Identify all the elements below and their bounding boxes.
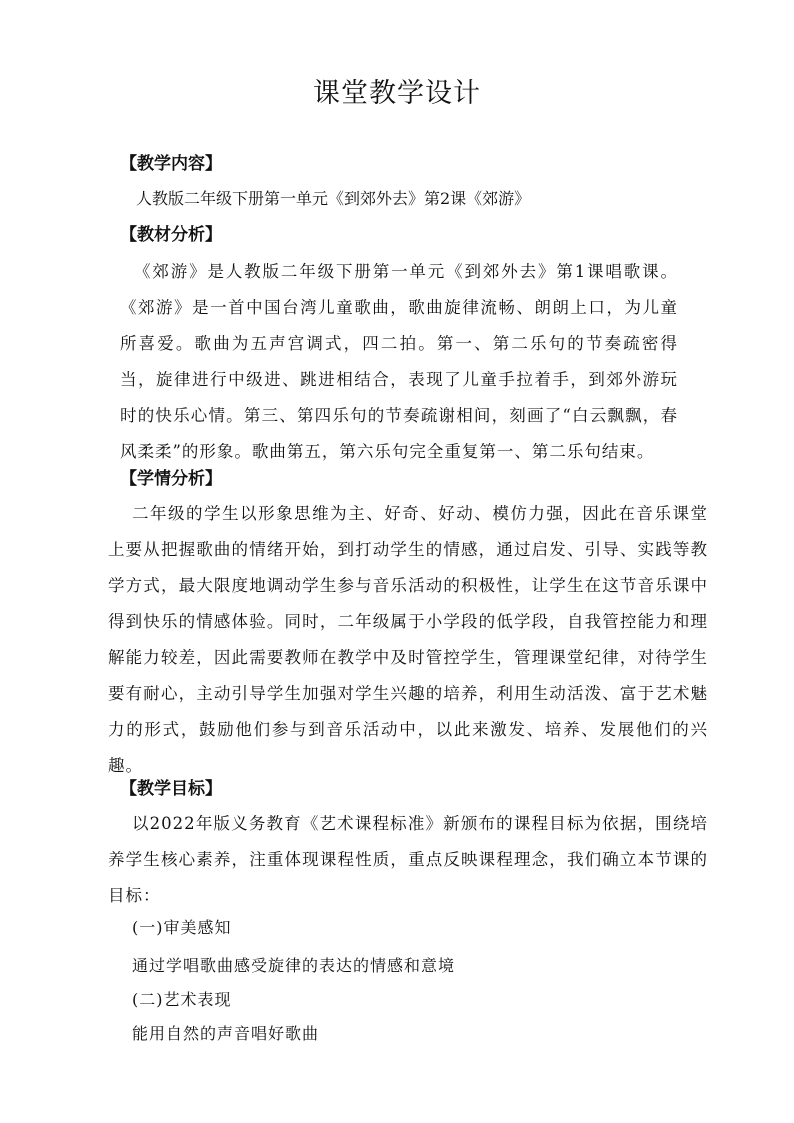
heading-material-analysis: 【教材分析】 — [120, 225, 222, 245]
student-analysis-paragraph: 二年级的学生以形象思维为主、好奇、好动、模仿力强，因此在音乐课堂上要从把握歌曲的情绪开始，到打动学生的情感，通过启发、引导、实践等教学方式，最大限度地调动学生参与音乐活动的积极性，让学生在这节音乐课中得到快乐的情感体验。同时，二年级属于小学段的低学段，自我管控能力和理解能力较差，因此需要教师在教学中及时管控学生，管理课堂纪律，对待学生要有耐心，主动引导学生加强对学生兴趣的培养，利用生动活泼、富于艺术魅力的形式，鼓励他们参与到音乐活动中，以此来激发、培养、发展他们的兴趣。 — [108, 504, 708, 775]
goal-2-label: (二)艺术表现 — [132, 990, 232, 1009]
goal-2-text: 能用自然的声音唱好歌曲 — [132, 1024, 320, 1043]
teaching-content-text: 人教版二年级下册第一单元《到郊外去》第2课《郊游》 — [136, 189, 531, 208]
goal-1-text: 通过学唱歌曲感受旋律的表达的情感和意境 — [132, 956, 456, 975]
goal-1-label: (一)审美感知 — [132, 918, 232, 937]
page-title: 课堂教学设计 — [313, 78, 481, 109]
teaching-goals-paragraph: 以2022年版义务教育《艺术课程标准》新颁布的课程目标为依据，围绕培养学生核心素养，注重体现课程性质，重点反映课程理念，我们确立本节课的目标： — [108, 814, 708, 905]
material-analysis-paragraph: 《郊游》是人教版二年级下册第一单元《到郊外去》第1课唱歌课。《郊游》是一首中国台湾儿童歌曲，歌曲旋律流畅、朗朗上口，为儿童所喜爱。歌曲为五声宫调式，四二拍。第一、第二乐句的节奏疏密得当，旋律进行中级进、跳进相结合，表现了儿童手拉着手，到郊外游玩时的快乐心情。第三、第四乐句的节奏疏谢相间，刻画了“白云飘飘，春风柔柔”的形象。歌曲第五，第六乐句完全重复第一、第二乐句结束。 — [120, 262, 678, 461]
heading-student-analysis: 【学情分析】 — [120, 469, 222, 489]
heading-teaching-content: 【教学内容】 — [120, 154, 222, 174]
heading-teaching-goals: 【教学目标】 — [120, 779, 222, 799]
